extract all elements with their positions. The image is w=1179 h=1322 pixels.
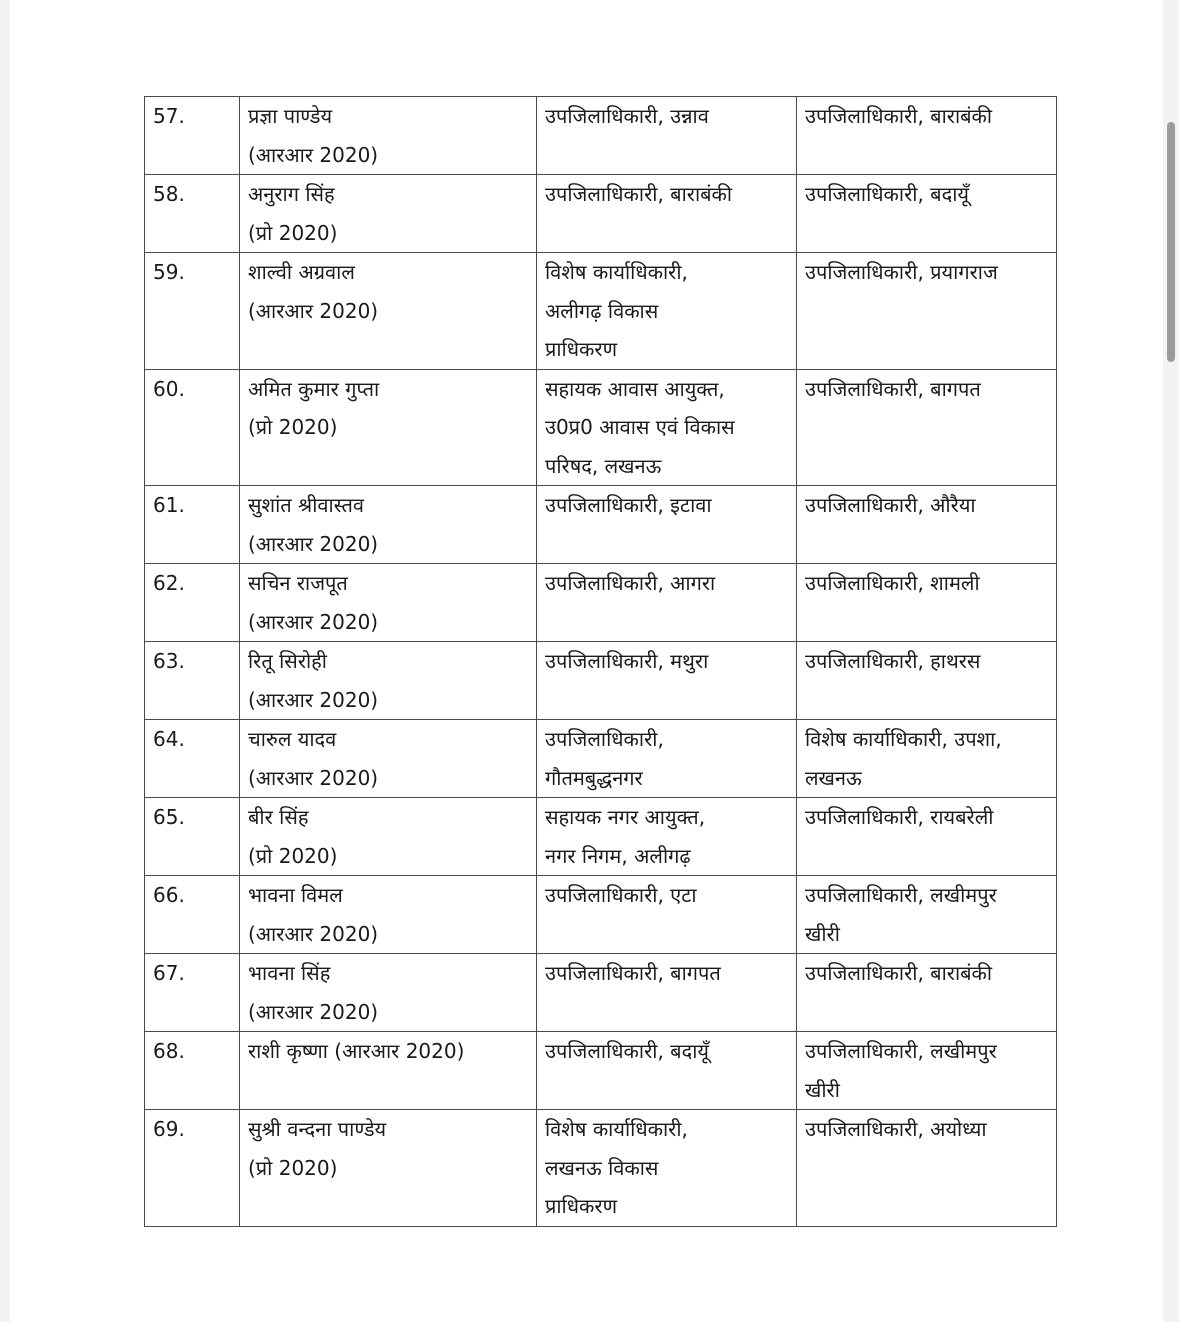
current-post-line: लखनऊ विकास xyxy=(545,1155,659,1180)
current-post-line: विशेष कार्याधिकारी, xyxy=(545,260,688,284)
transfer-table xyxy=(144,96,1057,1227)
officer-cell xyxy=(240,564,537,642)
officer-cell xyxy=(240,954,537,1032)
new-post-line: विशेष कार्याधिकारी, उपशा, xyxy=(805,727,1002,751)
table-row xyxy=(145,564,1057,642)
serial-number: 69. xyxy=(145,1110,240,1227)
scrollbar-thumb[interactable] xyxy=(1167,122,1175,362)
new-post-line: खीरी xyxy=(805,1077,840,1102)
current-post-cell xyxy=(537,876,797,954)
officer-cell xyxy=(240,642,537,720)
serial-number: 57. xyxy=(145,97,240,175)
officer-batch: (आरआर 2020) xyxy=(248,298,379,323)
table-row xyxy=(145,1032,1057,1110)
officer-cell xyxy=(240,1110,537,1227)
new-post-cell xyxy=(797,253,1057,370)
current-post-cell xyxy=(537,97,797,175)
officer-batch: (आरआर 2020) xyxy=(248,531,379,556)
current-post-line: गौतमबुद्धनगर xyxy=(545,765,643,790)
new-post-line: उपजिलाधिकारी, प्रयागराज xyxy=(805,260,998,284)
serial-number: 58. xyxy=(145,175,240,253)
officer-batch: (प्रो 2020) xyxy=(248,843,338,868)
current-post-line: विशेष कार्याधिकारी, xyxy=(545,1117,688,1141)
new-post-cell xyxy=(797,876,1057,954)
new-post-line: उपजिलाधिकारी, अयोध्या xyxy=(805,1117,987,1141)
current-post-cell xyxy=(537,253,797,370)
officer-cell xyxy=(240,798,537,876)
current-post-cell xyxy=(537,369,797,486)
current-post-line: प्राधिकरण xyxy=(545,337,618,361)
table-row xyxy=(145,486,1057,564)
current-post-line: नगर निगम, अलीगढ़ xyxy=(545,843,691,868)
serial-number: 64. xyxy=(145,720,240,798)
current-post-line: उपजिलाधिकारी, बदायूँ xyxy=(545,1039,709,1063)
current-post-line: सहायक नगर आयुक्त, xyxy=(545,805,706,829)
officer-name: भावना विमल xyxy=(248,883,343,907)
current-post-cell xyxy=(537,564,797,642)
new-post-cell xyxy=(797,564,1057,642)
current-post-cell xyxy=(537,798,797,876)
new-post-line: उपजिलाधिकारी, बाराबंकी xyxy=(805,104,993,128)
officer-name: सचिन राजपूत xyxy=(248,571,348,595)
officer-batch: (प्रो 2020) xyxy=(248,220,338,245)
officer-batch: (प्रो 2020) xyxy=(248,415,338,439)
new-post-cell xyxy=(797,720,1057,798)
current-post-cell xyxy=(537,175,797,253)
new-post-cell xyxy=(797,1032,1057,1110)
officer-cell xyxy=(240,876,537,954)
new-post-cell xyxy=(797,369,1057,486)
officer-batch: (आरआर 2020) xyxy=(248,609,379,634)
table-row xyxy=(145,720,1057,798)
current-post-line: उपजिलाधिकारी, बाराबंकी xyxy=(545,182,733,206)
table-row xyxy=(145,97,1057,175)
current-post-line: उपजिलाधिकारी, उन्नाव xyxy=(545,104,709,128)
officer-name: अनुराग सिंह xyxy=(248,182,335,206)
officer-name: राशी कृष्णा (आरआर 2020) xyxy=(248,1039,465,1063)
officer-cell xyxy=(240,486,537,564)
table-row xyxy=(145,253,1057,370)
new-post-cell xyxy=(797,97,1057,175)
new-post-line: उपजिलाधिकारी, लखीमपुर xyxy=(805,1039,997,1063)
current-post-line: सहायक आवास आयुक्त, xyxy=(545,376,725,401)
serial-number: 67. xyxy=(145,954,240,1032)
current-post-cell xyxy=(537,486,797,564)
officer-batch: (आरआर 2020) xyxy=(248,999,379,1024)
new-post-line: उपजिलाधिकारी, बाराबंकी xyxy=(805,961,993,985)
officer-cell xyxy=(240,369,537,486)
current-post-line: उ0प्र0 आवास एवं विकास xyxy=(545,415,735,439)
current-post-line: उपजिलाधिकारी, एटा xyxy=(545,883,697,907)
serial-number: 65. xyxy=(145,798,240,876)
officer-name: भावना सिंह xyxy=(248,961,331,985)
officer-name: अमित कुमार गुप्ता xyxy=(248,376,380,401)
officer-name: रितू सिरोही xyxy=(248,649,327,673)
current-post-line: उपजिलाधिकारी, बागपत xyxy=(545,961,721,985)
current-post-cell xyxy=(537,954,797,1032)
current-post-line: परिषद, लखनऊ xyxy=(545,453,662,478)
serial-number: 62. xyxy=(145,564,240,642)
officer-batch: (प्रो 2020) xyxy=(248,1155,338,1180)
current-post-cell xyxy=(537,1032,797,1110)
officer-cell xyxy=(240,175,537,253)
officer-name: सुशांत श्रीवास्तव xyxy=(248,493,364,517)
scrollbar[interactable] xyxy=(1163,0,1179,1322)
table-row xyxy=(145,954,1057,1032)
new-post-line: उपजिलाधिकारी, रायबरेली xyxy=(805,805,994,829)
officer-name: प्रज्ञा पाण्डेय xyxy=(248,104,333,128)
new-post-cell xyxy=(797,798,1057,876)
serial-number: 63. xyxy=(145,642,240,720)
table-row xyxy=(145,798,1057,876)
current-post-cell xyxy=(537,642,797,720)
current-post-line: अलीगढ़ विकास xyxy=(545,298,659,323)
new-post-cell xyxy=(797,175,1057,253)
serial-number: 59. xyxy=(145,253,240,370)
table-row xyxy=(145,369,1057,486)
officer-batch: (आरआर 2020) xyxy=(248,142,379,167)
current-post-line: उपजिलाधिकारी, इटावा xyxy=(545,493,712,517)
officer-batch: (आरआर 2020) xyxy=(248,687,379,712)
table-row xyxy=(145,876,1057,954)
table-row xyxy=(145,1110,1057,1227)
new-post-cell xyxy=(797,642,1057,720)
officer-cell xyxy=(240,253,537,370)
current-post-line: उपजिलाधिकारी, आगरा xyxy=(545,571,716,595)
current-post-line: प्राधिकरण xyxy=(545,1194,618,1218)
new-post-cell xyxy=(797,486,1057,564)
new-post-line: उपजिलाधिकारी, औरैया xyxy=(805,493,976,517)
officer-name: चारुल यादव xyxy=(248,727,337,751)
current-post-cell xyxy=(537,1110,797,1227)
current-post-cell xyxy=(537,720,797,798)
officer-cell xyxy=(240,720,537,798)
officer-name: शाल्वी अग्रवाल xyxy=(248,260,355,284)
serial-number: 60. xyxy=(145,369,240,486)
serial-number: 61. xyxy=(145,486,240,564)
serial-number: 68. xyxy=(145,1032,240,1110)
serial-number: 66. xyxy=(145,876,240,954)
table-body xyxy=(145,97,1057,1227)
new-post-line: खीरी xyxy=(805,921,840,946)
new-post-line: उपजिलाधिकारी, बागपत xyxy=(805,376,981,401)
officer-cell xyxy=(240,1032,537,1110)
document-page xyxy=(10,0,1170,1322)
current-post-line: उपजिलाधिकारी, मथुरा xyxy=(545,649,709,673)
officer-name: बीर सिंह xyxy=(248,805,309,829)
officer-batch: (आरआर 2020) xyxy=(248,765,379,790)
officer-batch: (आरआर 2020) xyxy=(248,921,379,946)
new-post-line: उपजिलाधिकारी, लखीमपुर xyxy=(805,883,997,907)
new-post-line: उपजिलाधिकारी, हाथरस xyxy=(805,649,981,673)
table-row xyxy=(145,175,1057,253)
officer-cell xyxy=(240,97,537,175)
new-post-line: लखनऊ xyxy=(805,765,862,790)
officer-name: सुश्री वन्दना पाण्डेय xyxy=(248,1117,387,1141)
new-post-line: उपजिलाधिकारी, शामली xyxy=(805,571,980,595)
current-post-line: उपजिलाधिकारी, xyxy=(545,727,664,751)
new-post-line: उपजिलाधिकारी, बदायूँ xyxy=(805,182,969,206)
new-post-cell xyxy=(797,954,1057,1032)
new-post-cell xyxy=(797,1110,1057,1227)
table-row xyxy=(145,642,1057,720)
